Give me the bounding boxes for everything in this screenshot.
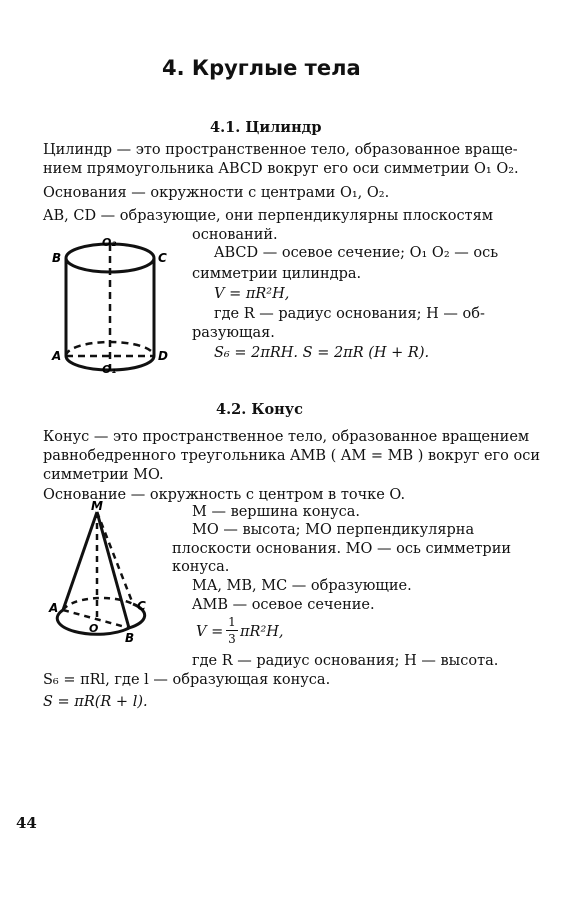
text-line: плоскости основания. MO — ось симметрии — [172, 541, 512, 557]
text-line: равнобедренного треугольника AMB ( AM = MB ) вокруг его оси — [43, 448, 540, 464]
page-number: 44 — [16, 814, 37, 832]
formula-lateral-area: S₆ = πRl, где l — образующая конуса. — [43, 672, 331, 688]
section-title-cone: 4.2. Конус — [216, 401, 303, 418]
formula-area: S₆ = 2πRH. S = 2πR (H + R). — [214, 345, 430, 361]
label-O1: O₁ — [102, 363, 117, 376]
label-A: A — [49, 601, 59, 615]
text-line: разующая. — [192, 325, 275, 341]
label-O2: O₂ — [102, 236, 117, 249]
text-line: где R — радиус основания; H — высота. — [192, 653, 499, 669]
label-B: B — [52, 251, 62, 265]
label-C: C — [158, 251, 167, 265]
section-title-cylinder: 4.1. Цилиндр — [210, 119, 322, 136]
text-line: Цилиндр — это пространственное тело, образованное враще- — [43, 142, 518, 158]
formula-volume: V = πR²H, — [214, 286, 290, 302]
formula-volume-rest: πR²H, — [240, 624, 284, 640]
label-B: B — [125, 631, 135, 645]
label-M: M — [91, 499, 103, 513]
label-C: C — [137, 599, 146, 613]
formula-total-area: S = πR(R + l). — [43, 694, 148, 710]
label-A: A — [52, 349, 62, 363]
label-O: O — [89, 622, 99, 635]
text-line: где R — радиус основания; H — об- — [214, 306, 485, 322]
fraction-denominator: 3 — [228, 632, 236, 646]
text-line: нием прямоугольника ABCD вокруг его оси симметрии O₁ O₂. — [43, 161, 519, 177]
text-line: оснований. — [192, 227, 278, 243]
text-line: Основания — окружности с центрами O₁, O₂. — [43, 185, 390, 201]
text-line: Основание — окружность с центром в точке O. — [43, 487, 406, 503]
text-line: MA, MB, MC — образующие. — [192, 578, 412, 594]
chapter-title: 4. Круглые тела — [162, 56, 361, 80]
fraction-bar — [226, 630, 238, 631]
text-line: конуса. — [172, 559, 230, 575]
text-line: AMB — осевое сечение. — [192, 597, 375, 613]
fraction-numerator: 1 — [228, 615, 236, 629]
text-line: Конус — это пространственное тело, образованное вращением — [43, 429, 530, 445]
formula-volume-prefix: V = — [196, 624, 224, 640]
text-line: AB, CD — образующие, они перпендикулярны плоскостям — [43, 208, 494, 224]
text-line: MO — высота; MO перпендикулярна — [192, 522, 475, 538]
label-D: D — [158, 349, 168, 363]
text-line: M — вершина конуса. — [192, 504, 361, 520]
text-line: симметрии цилиндра. — [192, 266, 362, 282]
cylinder-figure — [40, 230, 180, 390]
text-line: симметрии MO. — [43, 467, 164, 483]
cone-figure — [45, 500, 165, 650]
text-line: ABCD — осевое сечение; O₁ O₂ — ось — [214, 245, 499, 261]
